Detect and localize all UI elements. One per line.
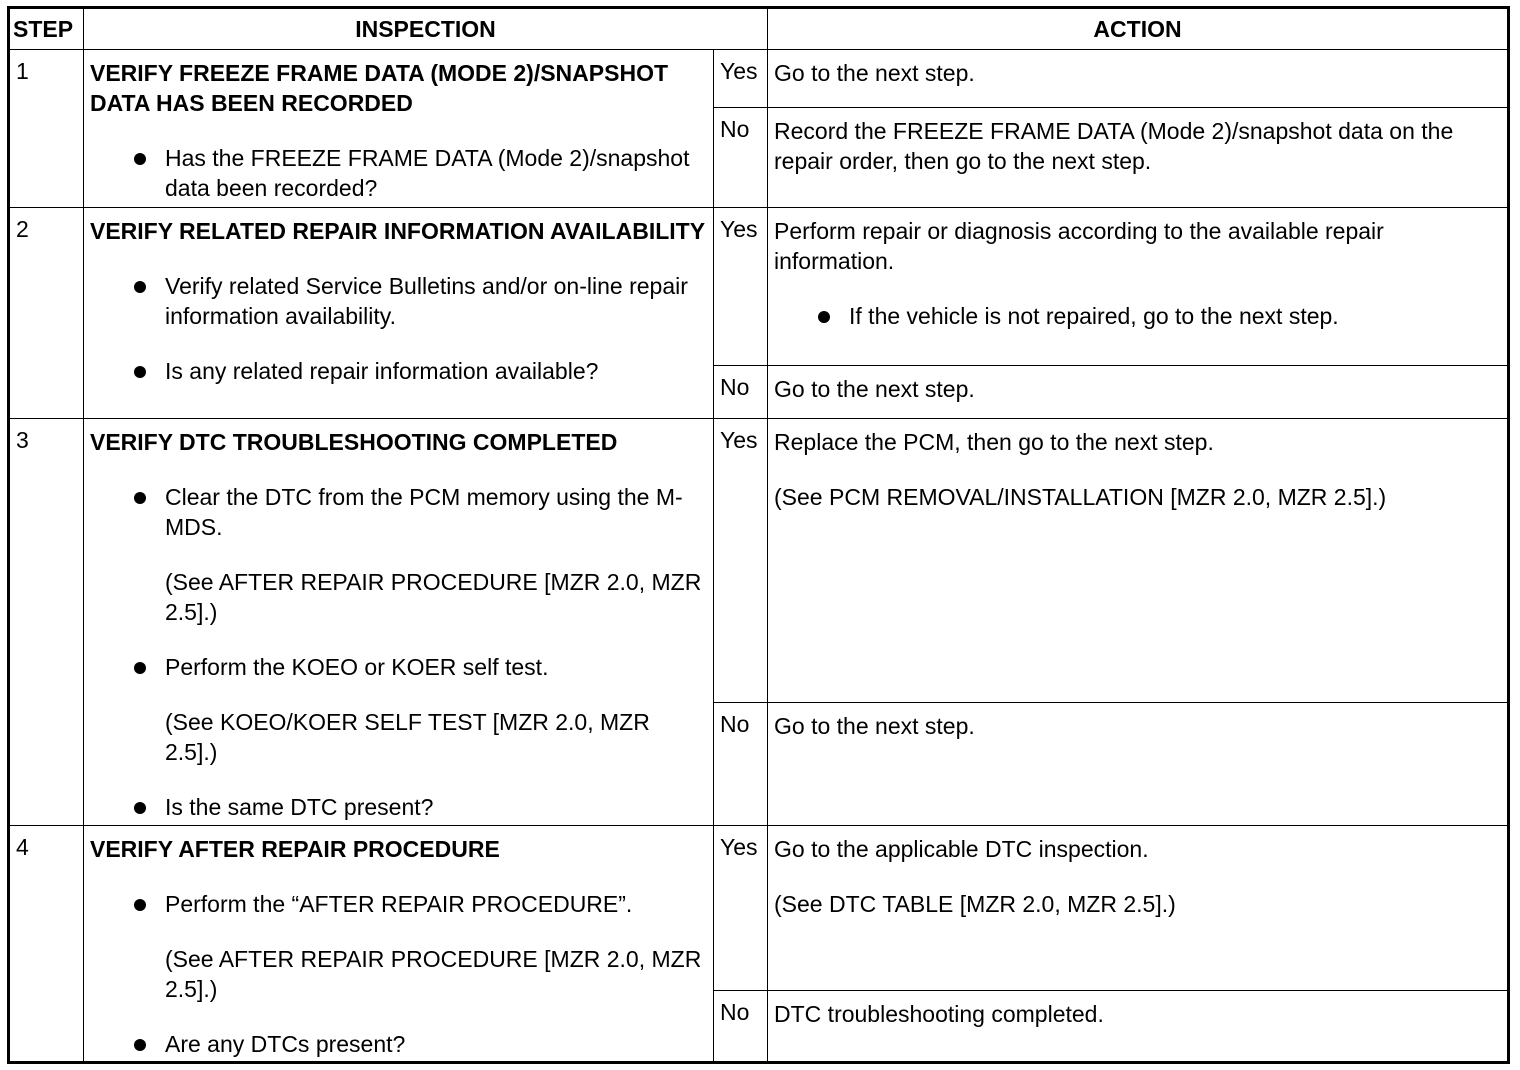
inspection-cell bbox=[84, 208, 714, 419]
yes-action-text: Go to the applicable DTC inspection. bbox=[774, 836, 1149, 862]
no-action-cell bbox=[768, 991, 1509, 1063]
list-item bbox=[90, 356, 707, 386]
action-list bbox=[774, 301, 1501, 331]
yes-label: Yes bbox=[714, 419, 768, 703]
header-action: ACTION bbox=[768, 8, 1509, 50]
list-item bbox=[90, 889, 707, 1004]
no-action-text: DTC troubleshooting completed. bbox=[774, 1001, 1104, 1027]
no-action-cell bbox=[768, 703, 1509, 826]
no-action-text: Record the FREEZE FRAME DATA (Mode 2)/snapshot data on the repair order, then go to the next step. bbox=[774, 118, 1454, 174]
yes-label: Yes bbox=[714, 50, 768, 108]
yes-action-cell bbox=[768, 50, 1509, 108]
yes-action-cell bbox=[768, 419, 1509, 703]
bullet-dot-icon bbox=[134, 153, 146, 165]
inspection-title: VERIFY DTC TROUBLESHOOTING COMPLETED bbox=[90, 429, 618, 455]
yes-action-cell bbox=[768, 826, 1509, 991]
list-item bbox=[90, 792, 707, 822]
bullet-dot-icon bbox=[134, 281, 146, 293]
inspection-list bbox=[90, 889, 707, 1059]
yes-action-text: Perform repair or diagnosis according to the available repair information. bbox=[774, 218, 1384, 274]
header-row bbox=[9, 8, 1509, 50]
item-text: Perform the KOEO or KOER self test. bbox=[165, 654, 549, 680]
item-reference: (See AFTER REPAIR PROCEDURE [MZR 2.0, MZR 2.5].) bbox=[165, 946, 702, 1002]
header-inspection: INSPECTION bbox=[84, 8, 768, 50]
bullet-dot-icon bbox=[134, 899, 146, 911]
bullet-dot-icon bbox=[134, 1039, 146, 1051]
step-number: 1 bbox=[9, 50, 84, 208]
bullet-dot-icon bbox=[818, 311, 830, 323]
yes-action-text: Replace the PCM, then go to the next step. bbox=[774, 429, 1214, 455]
list-item bbox=[90, 271, 707, 331]
inspection-cell bbox=[84, 826, 714, 1063]
step-3-yes-row bbox=[9, 419, 1509, 703]
inspection-title: VERIFY RELATED REPAIR INFORMATION AVAILABILITY bbox=[90, 218, 706, 244]
step-number: 3 bbox=[9, 419, 84, 826]
step-number: 4 bbox=[9, 826, 84, 1063]
inspection-list bbox=[90, 482, 707, 822]
item-text: Is the same DTC present? bbox=[165, 794, 434, 820]
list-item bbox=[90, 143, 707, 203]
step-2-yes-row bbox=[9, 208, 1509, 366]
bullet-dot-icon bbox=[134, 492, 146, 504]
bullet-dot-icon bbox=[134, 802, 146, 814]
no-action-text: Go to the next step. bbox=[774, 713, 975, 739]
bullet-dot-icon bbox=[134, 366, 146, 378]
list-item bbox=[774, 301, 1501, 331]
dtc-inspection-table bbox=[7, 6, 1510, 1064]
yes-action-cell bbox=[768, 208, 1509, 366]
inspection-list bbox=[90, 271, 707, 386]
header-step: STEP bbox=[9, 8, 84, 50]
step-4-yes-row bbox=[9, 826, 1509, 991]
item-reference: (See AFTER REPAIR PROCEDURE [MZR 2.0, MZR 2.5].) bbox=[165, 569, 702, 625]
inspection-title: VERIFY FREEZE FRAME DATA (MODE 2)/SNAPSHOT DATA HAS BEEN RECORDED bbox=[90, 60, 669, 116]
inspection-cell bbox=[84, 419, 714, 826]
no-action-cell bbox=[768, 108, 1509, 208]
yes-action-reference: (See PCM REMOVAL/INSTALLATION [MZR 2.0, MZR 2.5].) bbox=[774, 484, 1387, 510]
no-label: No bbox=[714, 703, 768, 826]
item-text: Are any DTCs present? bbox=[165, 1031, 406, 1057]
yes-action-text: Go to the next step. bbox=[774, 60, 975, 86]
item-text: Verify related Service Bulletins and/or on-line repair information availability. bbox=[165, 273, 688, 329]
step-number: 2 bbox=[9, 208, 84, 419]
list-item bbox=[90, 652, 707, 767]
inspection-title: VERIFY AFTER REPAIR PROCEDURE bbox=[90, 836, 500, 862]
list-item bbox=[90, 482, 707, 627]
inspection-cell bbox=[84, 50, 714, 208]
item-text: Has the FREEZE FRAME DATA (Mode 2)/snapshot data been recorded? bbox=[165, 145, 690, 201]
item-text: Clear the DTC from the PCM memory using the M-MDS. bbox=[165, 484, 683, 540]
no-label: No bbox=[714, 991, 768, 1063]
no-action-cell bbox=[768, 366, 1509, 419]
yes-action-reference: (See DTC TABLE [MZR 2.0, MZR 2.5].) bbox=[774, 891, 1176, 917]
item-text: Perform the “AFTER REPAIR PROCEDURE”. bbox=[165, 891, 633, 917]
inspection-list bbox=[90, 143, 707, 203]
no-label: No bbox=[714, 108, 768, 208]
list-item bbox=[90, 1029, 707, 1059]
step-1-yes-row bbox=[9, 50, 1509, 108]
no-action-text: Go to the next step. bbox=[774, 376, 975, 402]
item-text: Is any related repair information available? bbox=[165, 358, 599, 384]
yes-label: Yes bbox=[714, 826, 768, 991]
yes-label: Yes bbox=[714, 208, 768, 366]
bullet-dot-icon bbox=[134, 662, 146, 674]
no-label: No bbox=[714, 366, 768, 419]
item-reference: (See KOEO/KOER SELF TEST [MZR 2.0, MZR 2.5].) bbox=[165, 709, 650, 765]
item-text: If the vehicle is not repaired, go to the next step. bbox=[849, 303, 1339, 329]
